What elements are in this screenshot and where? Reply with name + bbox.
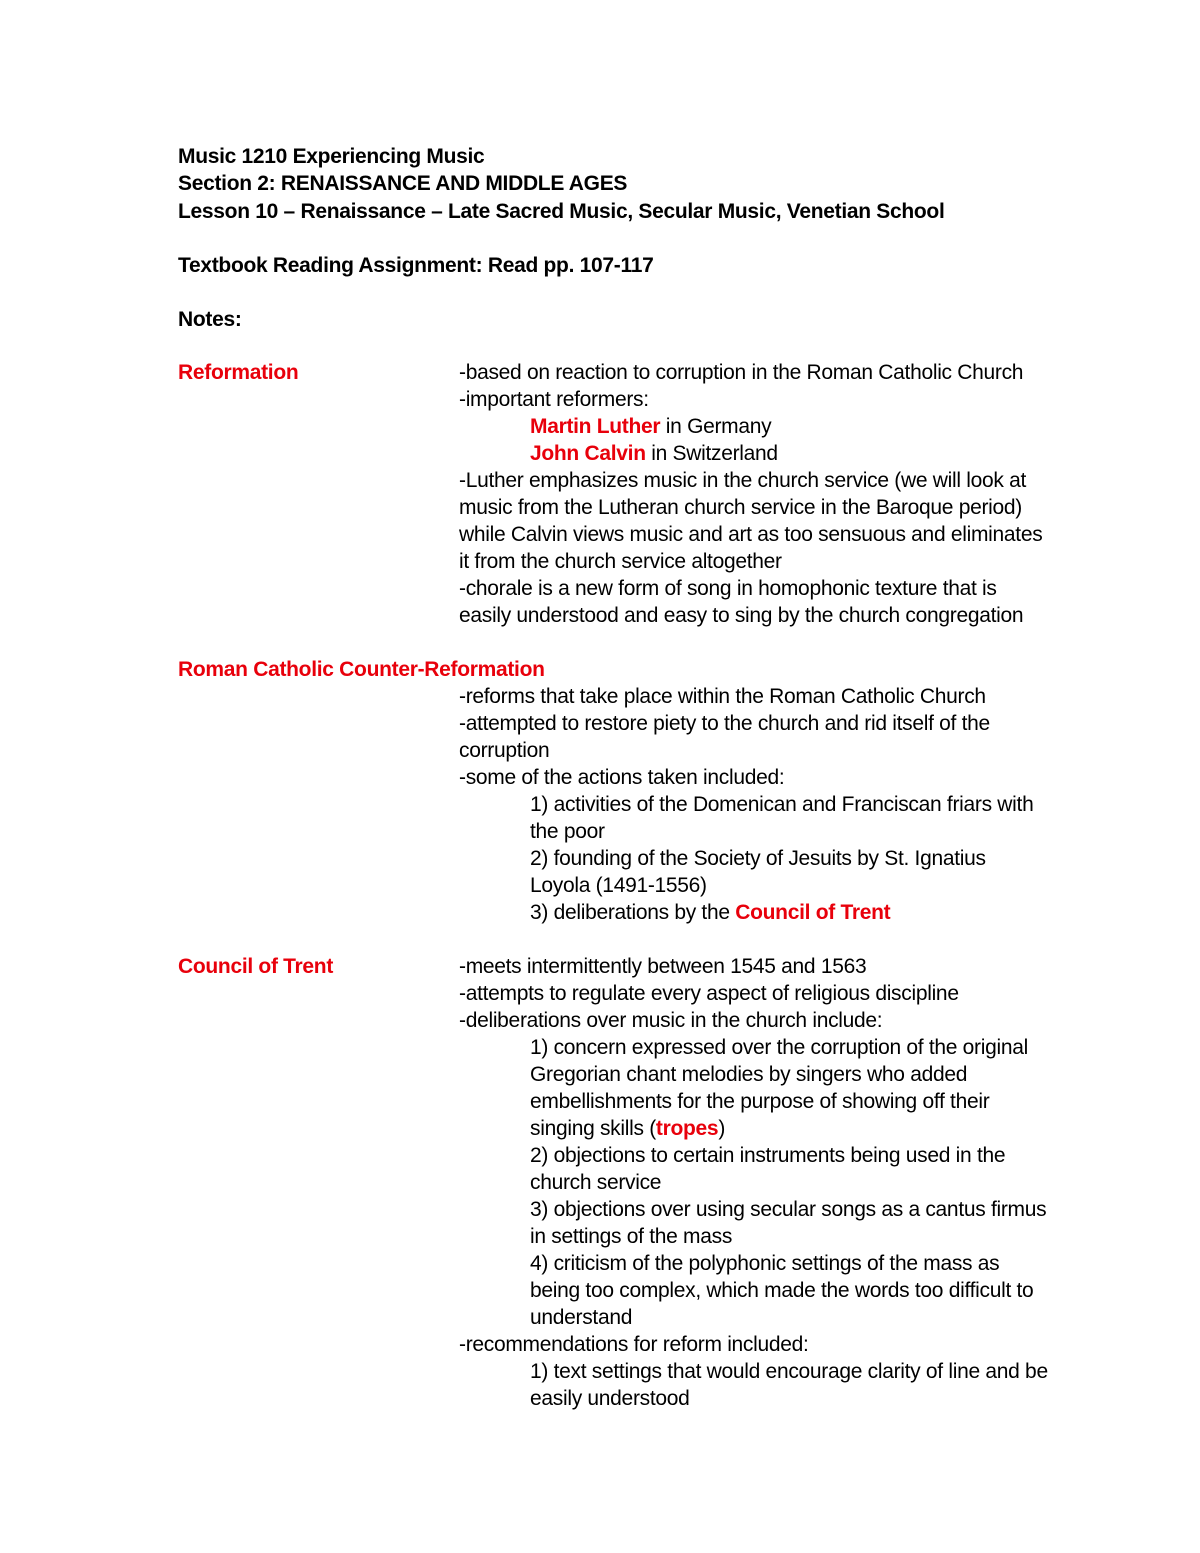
counter-reformation-item: 2) founding of the Society of Jesuits by St. Ignatius [530, 847, 986, 870]
section-heading [178, 170, 627, 197]
reformer-name: Martin Luther [530, 415, 661, 438]
item-text: singing skills ( [530, 1117, 656, 1140]
notes-label: Notes: [178, 308, 242, 331]
tropes-term: tropes [655, 1117, 719, 1140]
council-item [530, 1115, 725, 1142]
reformation-line: easily understood and easy to sing by the church congregation [459, 604, 1024, 627]
counter-reformation-item: Loyola (1491-1556) [530, 874, 707, 897]
reformation-line: -based on reaction to corruption in the Roman Catholic Church [459, 361, 1024, 384]
council-item: Gregorian chant melodies by singers who added [530, 1063, 968, 1086]
counter-reformation-item [530, 899, 890, 926]
reading-label: Textbook Reading Assignment: [178, 254, 483, 277]
counter-reformation-line: -some of the actions taken included: [459, 766, 785, 789]
counter-reformation-line: -attempted to restore piety to the church and rid itself of the [459, 712, 990, 735]
counter-reformation-heading: Roman Catholic Counter-Reformation [178, 658, 545, 681]
council-line: -attempts to regulate every aspect of religious discipline [459, 982, 959, 1005]
council-item: 1) text settings that would encourage clarity of line and be [530, 1360, 1048, 1383]
council-item: being too complex, which made the words too difficult to [530, 1279, 1034, 1302]
reading-assignment [178, 252, 653, 279]
council-item: easily understood [530, 1387, 690, 1410]
council-of-trent-term: Council of Trent [735, 901, 891, 924]
lesson-title: Lesson 10 – Renaissance – Late Sacred Music, Secular Music, Venetian School [178, 200, 945, 223]
council-item: church service [530, 1171, 662, 1194]
section-title: RENAISSANCE AND MIDDLE AGES [280, 172, 628, 195]
council-item: 3) objections over using secular songs as a cantus firmus [530, 1198, 1047, 1221]
counter-reformation-line: corruption [459, 739, 550, 762]
reformer-martin-luther [530, 413, 771, 440]
reformer-country: in Germany [660, 415, 772, 438]
council-item: embellishments for the purpose of showing off their [530, 1090, 990, 1113]
reformation-line: -Luther emphasizes music in the church service (we will look at [459, 469, 1026, 492]
section-label: Section 2: [178, 172, 276, 195]
council-item: 1) concern expressed over the corruption of the original [530, 1036, 1028, 1059]
reformation-line: -important reformers: [459, 388, 649, 411]
council-line: -meets intermittently between 1545 and 1563 [459, 955, 867, 978]
course-title: Music 1210 Experiencing Music [178, 145, 485, 168]
counter-reformation-line: -reforms that take place within the Roman Catholic Church [459, 685, 986, 708]
council-line: -recommendations for reform included: [459, 1333, 809, 1356]
council-item: understand [530, 1306, 633, 1329]
council-of-trent-heading: Council of Trent [178, 955, 334, 978]
item-text: ) [718, 1117, 726, 1140]
reformer-john-calvin [530, 440, 778, 467]
reformation-line: it from the church service altogether [459, 550, 782, 573]
reformation-line: -chorale is a new form of song in homophonic texture that is [459, 577, 997, 600]
reformer-country: in Switzerland [645, 442, 778, 465]
reading-value: Read pp. 107-117 [487, 254, 654, 277]
reformation-heading: Reformation [178, 361, 299, 384]
item-text: 3) deliberations by the [530, 901, 736, 924]
council-line: -deliberations over music in the church include: [459, 1009, 883, 1032]
counter-reformation-item: the poor [530, 820, 605, 843]
counter-reformation-item: 1) activities of the Domenican and Franciscan friars with [530, 793, 1034, 816]
council-item: 2) objections to certain instruments being used in the [530, 1144, 1006, 1167]
council-item: in settings of the mass [530, 1225, 733, 1248]
council-item: 4) criticism of the polyphonic settings of the mass as [530, 1252, 1000, 1275]
reformer-name: John Calvin [530, 442, 646, 465]
reformation-line: while Calvin views music and art as too sensuous and eliminates [459, 523, 1043, 546]
reformation-line: music from the Lutheran church service in the Baroque period) [459, 496, 1022, 519]
